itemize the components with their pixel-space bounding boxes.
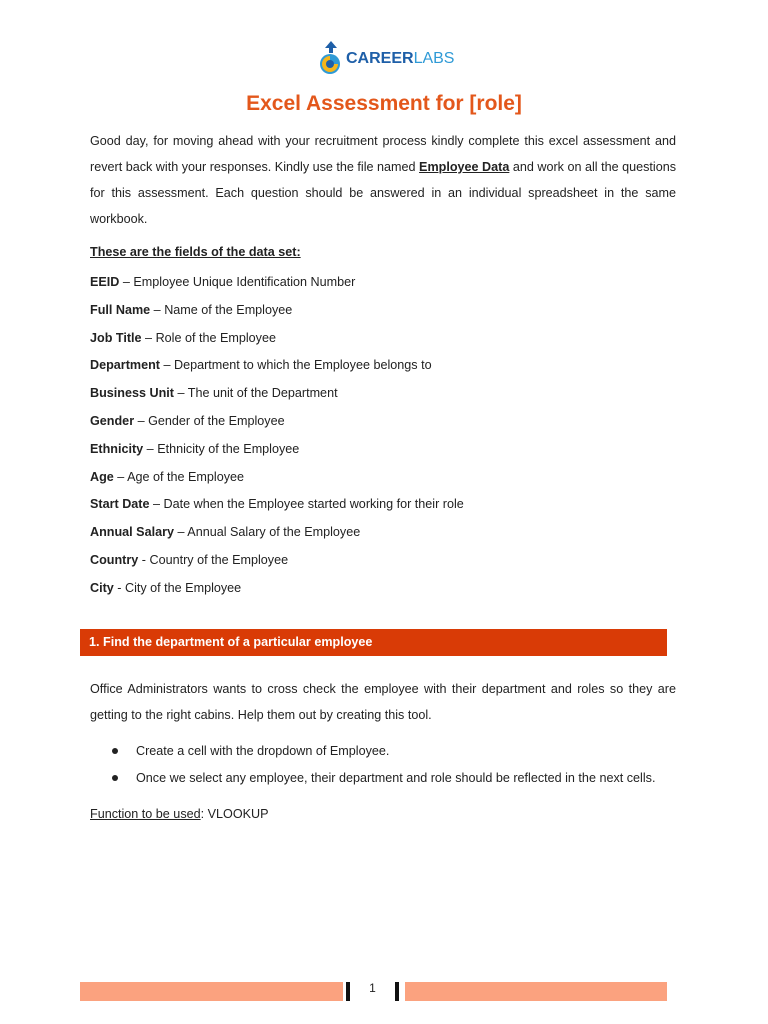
footer-bar-left: [80, 982, 343, 1001]
careerlabs-logo-icon: [318, 39, 344, 77]
careerlabs-logo: [318, 37, 455, 77]
fields-list: [90, 269, 690, 603]
question-1-heading-bar: [80, 629, 667, 656]
field-item: Gender – Gender of the Employee: [90, 413, 285, 428]
intro-paragraph: Good day, for moving ahead with your recruitment process kindly complete this excel assessment and revert back with your responses. Kindly use the file named Employee Data and work on all the questions for this assessment. Each question should be answered in an individual spreadsheet in the same workbook.: [90, 134, 676, 226]
bullet-icon: [112, 775, 118, 781]
field-item: Full Name – Name of the Employee: [90, 302, 293, 317]
footer-bar-right: [405, 982, 667, 1001]
footer-divider-right: [395, 982, 399, 1001]
field-item: Ethnicity – Ethnicity of the Employee: [90, 441, 300, 456]
bullet-icon: [112, 748, 118, 754]
file-name-link: Employee Data: [419, 160, 510, 174]
question-1-heading: 1. Find the department of a particular employee: [89, 635, 373, 649]
page-title: Excel Assessment for [role]: [246, 92, 522, 115]
question-1-description: Office Administrators wants to cross check the employee with their department and roles so they are getting to the right cabins. Help them out by creating this tool.: [90, 682, 676, 722]
field-item: Job Title – Role of the Employee: [90, 330, 276, 345]
field-item: Department – Department to which the Employee belongs to: [90, 358, 432, 373]
field-item: EEID – Employee Unique Identification Number: [90, 275, 356, 289]
field-item: Country - Country of the Employee: [90, 552, 289, 567]
field-item: Start Date – Date when the Employee started working for their role: [90, 497, 464, 512]
field-item: City - City of the Employee: [90, 580, 242, 595]
page-number: 1: [369, 981, 376, 995]
field-item: Annual Salary – Annual Salary of the Employee: [90, 525, 361, 540]
fields-heading: These are the fields of the data set:: [90, 245, 301, 259]
field-item: Age – Age of the Employee: [90, 469, 245, 484]
field-item: Business Unit – The unit of the Department: [90, 386, 338, 401]
function-to-be-used: Function to be used: VLOOKUP: [90, 807, 269, 821]
logo-text: CAREERLABS: [346, 50, 455, 67]
